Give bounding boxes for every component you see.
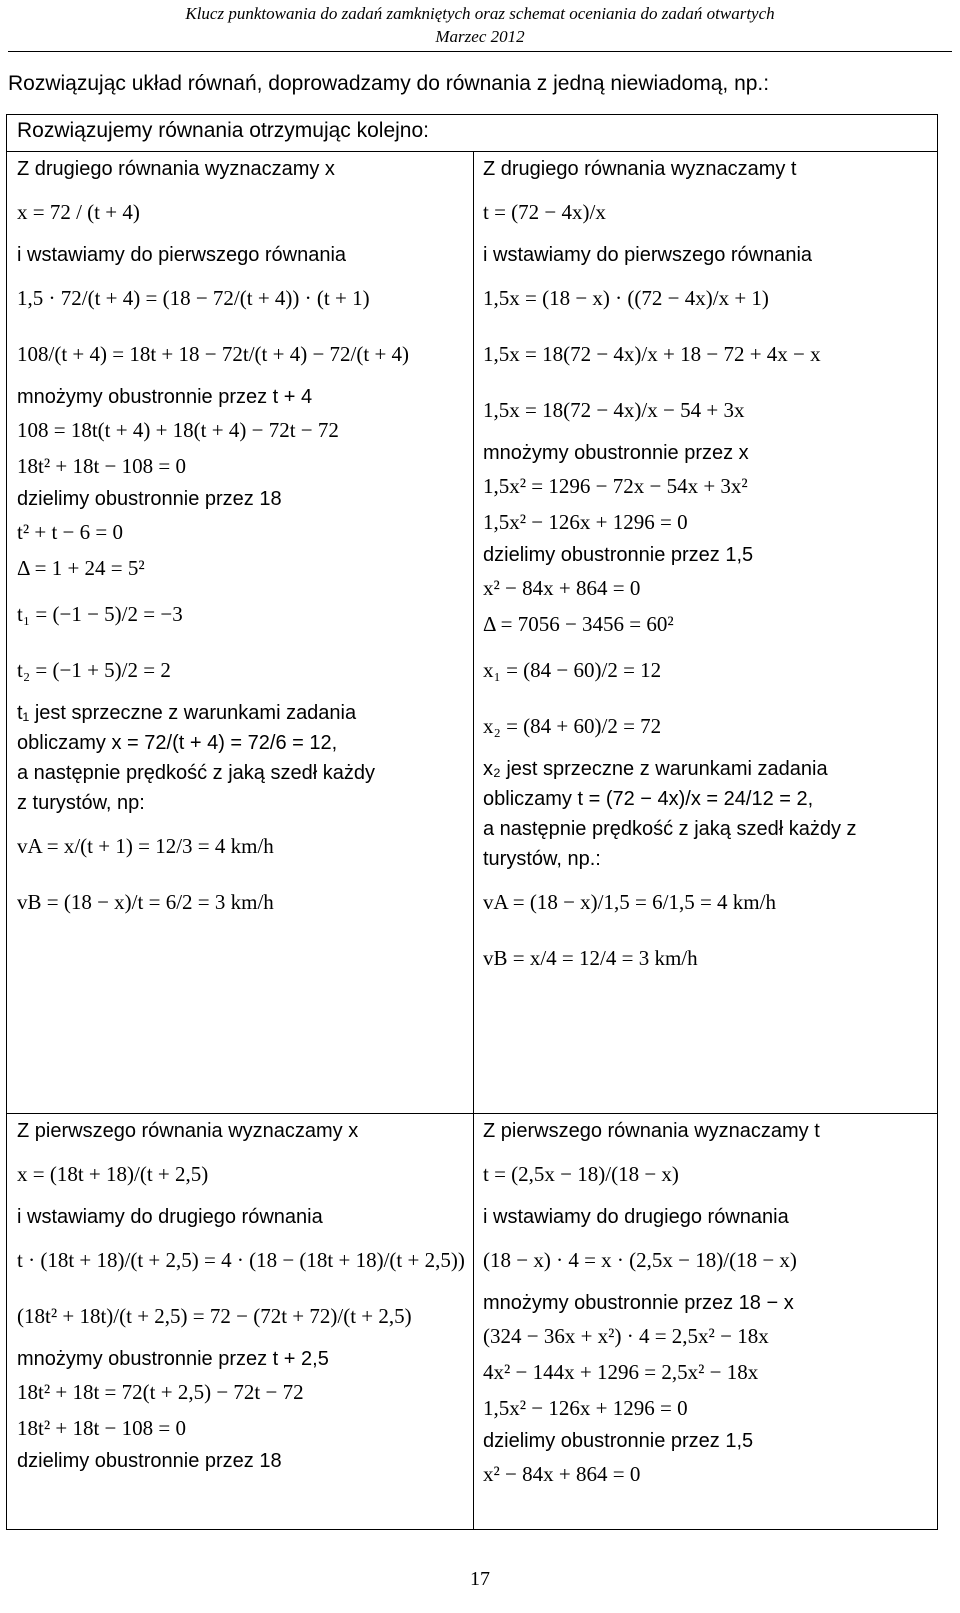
text-line: obliczamy t = (72 − 4x)/x = 24/12 = 2, — [483, 788, 814, 810]
equation-line: t₂ = (−1 + 5)/2 = 2 — [17, 658, 171, 682]
equation-line: (324 − 36x + x²) · 4 = 2,5x² − 18x — [483, 1324, 769, 1348]
equation-line: vB = (18 − x)/t = 6/2 = 3 km/h — [17, 890, 274, 914]
equation-line: x₂ = (84 + 60)/2 = 72 — [483, 714, 662, 738]
equation-line: 1,5x = (18 − x) · ((72 − 4x)/x + 1) — [483, 286, 769, 310]
text-line: i wstawiamy do pierwszego równania — [483, 244, 813, 266]
text-line: i wstawiamy do pierwszego równania — [17, 244, 347, 266]
text-line: mnożymy obustronnie przez 18 − x — [483, 1292, 794, 1314]
page-header — [0, 0, 960, 48]
equation-line: 1,5x² − 126x + 1296 = 0 — [483, 1396, 688, 1420]
header-date: Marzec 2012 — [435, 27, 525, 46]
table-column-divider — [473, 151, 474, 1529]
equation-line: 1,5x = 18(72 − 4x)/x − 54 + 3x — [483, 398, 745, 422]
equation-line: x = (18t + 18)/(t + 2,5) — [17, 1162, 209, 1186]
table-row-divider — [7, 151, 937, 152]
equation-line: 1,5x = 18(72 − 4x)/x + 18 − 72 + 4x − x — [483, 342, 821, 366]
equation-line: t₁ = (−1 − 5)/2 = −3 — [17, 602, 183, 626]
table-title: Rozwiązujemy równania otrzymując kolejno: — [17, 119, 430, 142]
text-line: dzielimy obustronnie przez 1,5 — [483, 1430, 754, 1452]
equation-line: 1,5x² = 1296 − 72x − 54x + 3x² — [483, 474, 748, 498]
equation-line: x² − 84x + 864 = 0 — [483, 576, 641, 600]
equation-line: vA = (18 − x)/1,5 = 6/1,5 = 4 km/h — [483, 890, 776, 914]
text-line: turystów, np.: — [483, 848, 601, 870]
equation-line: vA = x/(t + 1) = 12/3 = 4 km/h — [17, 834, 274, 858]
equation-line: 108/(t + 4) = 18t + 18 − 72t/(t + 4) − 72/(t + 4) — [17, 342, 410, 366]
solution-left-top — [17, 153, 467, 931]
header-title: Klucz punktowania do zadań zamkniętych oraz schemat oceniania do zadań otwartych — [185, 4, 775, 23]
text-line: obliczamy x = 72/(t + 4) = 72/6 = 12, — [17, 732, 338, 754]
solution-table — [6, 114, 938, 1530]
text-line: Z drugiego równania wyznaczamy t — [483, 158, 797, 180]
equation-line: 18t² + 18t = 72(t + 2,5) − 72t − 72 — [17, 1380, 304, 1404]
equation-line: (18t² + 18t)/(t + 2,5) = 72 − (72t + 72)/(t + 2,5) — [17, 1304, 412, 1328]
text-line: i wstawiamy do drugiego równania — [483, 1206, 789, 1228]
equation-line: vB = x/4 = 12/4 = 3 km/h — [483, 946, 698, 970]
text-line: mnożymy obustronnie przez x — [483, 442, 749, 464]
header-divider — [8, 51, 952, 52]
text-line: a następnie prędkość z jaką szedł każdy — [17, 762, 375, 784]
equation-line: 18t² + 18t − 108 = 0 — [17, 1416, 186, 1440]
equation-line: 1,5 · 72/(t + 4) = (18 − 72/(t + 4)) · (t + 1) — [17, 286, 370, 310]
equation-line: Δ = 7056 − 3456 = 60² — [483, 612, 674, 636]
text-line: Z pierwszego równania wyznaczamy t — [483, 1120, 820, 1142]
equation-line: (18 − x) · 4 = x · (2,5x − 18)/(18 − x) — [483, 1248, 797, 1272]
equation-line: x² − 84x + 864 = 0 — [483, 1462, 641, 1486]
equation-line: 18t² + 18t − 108 = 0 — [17, 454, 186, 478]
text-line: z turystów, np: — [17, 792, 145, 814]
text-line: mnożymy obustronnie przez t + 4 — [17, 386, 313, 408]
equation-line: 1,5x² − 126x + 1296 = 0 — [483, 510, 688, 534]
text-line: mnożymy obustronnie przez t + 2,5 — [17, 1348, 329, 1370]
text-line: dzielimy obustronnie przez 1,5 — [483, 544, 754, 566]
text-line: i wstawiamy do drugiego równania — [17, 1206, 323, 1228]
text-line: Z drugiego równania wyznaczamy x — [17, 158, 335, 180]
text-line: dzielimy obustronnie przez 18 — [17, 1450, 282, 1472]
solution-right-top — [483, 153, 933, 987]
equation-line: t² + t − 6 = 0 — [17, 520, 123, 544]
equation-line: 108 = 18t(t + 4) + 18(t + 4) − 72t − 72 — [17, 418, 339, 442]
equation-line: 4x² − 144x + 1296 = 2,5x² − 18x — [483, 1360, 759, 1384]
equation-line: t · (18t + 18)/(t + 2,5) = 4 · (18 − (18t + 18)/(t + 2,5)) — [17, 1248, 465, 1272]
text-line: dzielimy obustronnie przez 18 — [17, 488, 282, 510]
text-line: x₂ jest sprzeczne z warunkami zadania — [483, 758, 828, 780]
text-line: Z pierwszego równania wyznaczamy x — [17, 1120, 359, 1142]
equation-line: Δ = 1 + 24 = 5² — [17, 556, 145, 580]
table-row-divider — [7, 1113, 937, 1114]
page-number: 17 — [470, 1568, 490, 1590]
equation-line: x = 72 / (t + 4) — [17, 200, 140, 224]
solution-right-bottom — [483, 1115, 933, 1493]
intro-text: Rozwiązując układ równań, doprowadzamy do równania z jedną niewiadomą, np.: — [8, 72, 770, 95]
equation-line: x₁ = (84 − 60)/2 = 12 — [483, 658, 662, 682]
text-line: t₁ jest sprzeczne z warunkami zadania — [17, 702, 357, 724]
equation-line: t = (72 − 4x)/x — [483, 200, 606, 224]
equation-line: t = (2,5x − 18)/(18 − x) — [483, 1162, 679, 1186]
text-line: a następnie prędkość z jaką szedł każdy z — [483, 818, 857, 840]
solution-left-bottom — [17, 1115, 467, 1477]
